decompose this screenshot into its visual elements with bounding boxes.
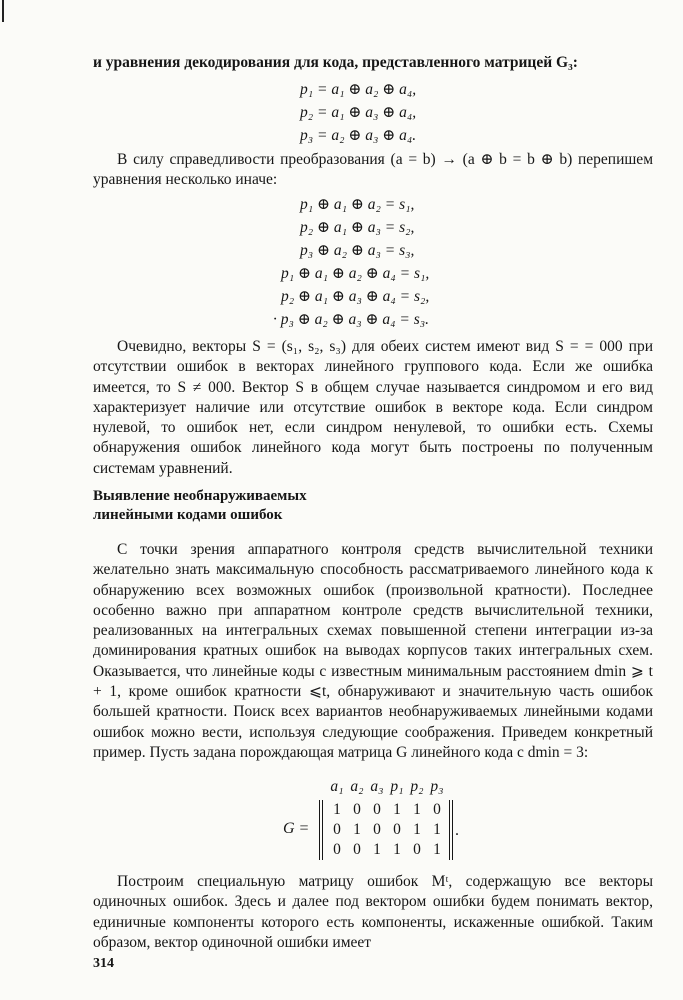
matrix-end-period: . bbox=[455, 822, 459, 839]
scan-mark bbox=[2, 0, 4, 22]
transform-paragraph: В силу справедливости преобразования (a = b) → (a ⊕ b = b ⊕ b) перепишем уравнения несколько иначе: bbox=[93, 151, 653, 189]
page-number: 314 bbox=[93, 956, 114, 971]
matrix-rows bbox=[327, 800, 447, 860]
syndrome-equation: p₁ ⊕ a₁ ⊕ a₂ = s₁, bbox=[300, 196, 415, 213]
body-paragraph: С точки зрения аппаратного контроля средств вычислительной техники желательно знать максимальную способность рассматриваемого линейного кода к обнаружению всех возможных ошибок (произвольной кратности). Последнее особенно важно при аппаратном контроле средств вычислительной техники, реализованных на интегральных схемах повышенной степени интеграции из-за доминирования кратных ошибок на выводах корпусов таких интегральных схем. Оказывается, что линейные коды с известным минимальным расстоянием dmin ⩾ t + 1, кроме ошибок кратности ⩽t, обнаруживают и значительную часть ошибок большей кратности. Поиск всех вариантов необнаруживаемых линейными кодами ошибок можно вести, используя следующие соображения. Приведем конкретный пример. Пусть задана порождающая матрица G линейного кода с dmin = 3: bbox=[93, 541, 653, 761]
final-paragraph: Построим специальную матрицу ошибок Mᵗ, содержащую все векторы одиночных ошибок. Здесь и далее под вектором ошибки будем понимать вектор, единичные компоненты которого есть компоненты, искаженные ошибкой. Таким образом, вектор одиночной ошибки имеет bbox=[93, 873, 653, 951]
matrix-label: G = bbox=[283, 820, 310, 837]
parity-equation: p₂ = a₁ ⊕ a₃ ⊕ a₄, bbox=[300, 104, 417, 121]
matrix-row: 1 0 0 1 1 0 bbox=[333, 801, 441, 818]
syndrome-equation: p₃ ⊕ a₂ ⊕ a₃ = s₃, bbox=[300, 242, 415, 259]
matrix-column-labels: a₁ a₂ a₃ p₁ p₂ p₃ bbox=[330, 778, 444, 795]
generator-matrix bbox=[283, 778, 483, 868]
intro-line: и уравнения декодирования для кода, представленного матрицей G₃: bbox=[93, 54, 578, 71]
matrix-left-bar bbox=[319, 800, 323, 860]
syndrome-equation: p₁ ⊕ a₁ ⊕ a₂ ⊕ a₄ = s₁, bbox=[281, 265, 430, 282]
syndrome-equation: p₂ ⊕ a₁ ⊕ a₃ ⊕ a₄ = s₂, bbox=[281, 288, 430, 305]
section-heading-line: Выявление необнаруживаемых bbox=[93, 488, 307, 504]
section-heading-line: линейными кодами ошибок bbox=[93, 507, 283, 523]
syndrome-paragraph: Очевидно, векторы S = (s₁, s₂, s₃) для обеих систем имеют вид S = = 000 при отсутствии ошибок в векторах линейного группового кода. Если же ошибка имеется, то S ≠ 000. Вектор S в общем случае называется синдромом и его вид характеризует наличие или отсутствие ошибок в векторе кода. Если синдром нулевой, то ошибок нет, если синдром ненулевой, то ошибки есть. Схемы обнаружения ошибок линейного кода могут быть построены по полученным системам уравнений. bbox=[93, 338, 653, 477]
matrix-row: 0 0 1 1 0 1 bbox=[333, 841, 441, 858]
matrix-right-bar bbox=[449, 800, 453, 860]
syndrome-equation: p₂ ⊕ a₁ ⊕ a₃ = s₂, bbox=[300, 219, 415, 236]
parity-equation: p₃ = a₂ ⊕ a₃ ⊕ a₄. bbox=[300, 127, 417, 144]
parity-equation: p₁ = a₁ ⊕ a₂ ⊕ a₄, bbox=[300, 81, 417, 98]
syndrome-equation: · p₃ ⊕ a₂ ⊕ a₃ ⊕ a₄ = s₃. bbox=[273, 311, 430, 328]
matrix-row: 0 1 0 0 1 1 bbox=[333, 821, 441, 838]
